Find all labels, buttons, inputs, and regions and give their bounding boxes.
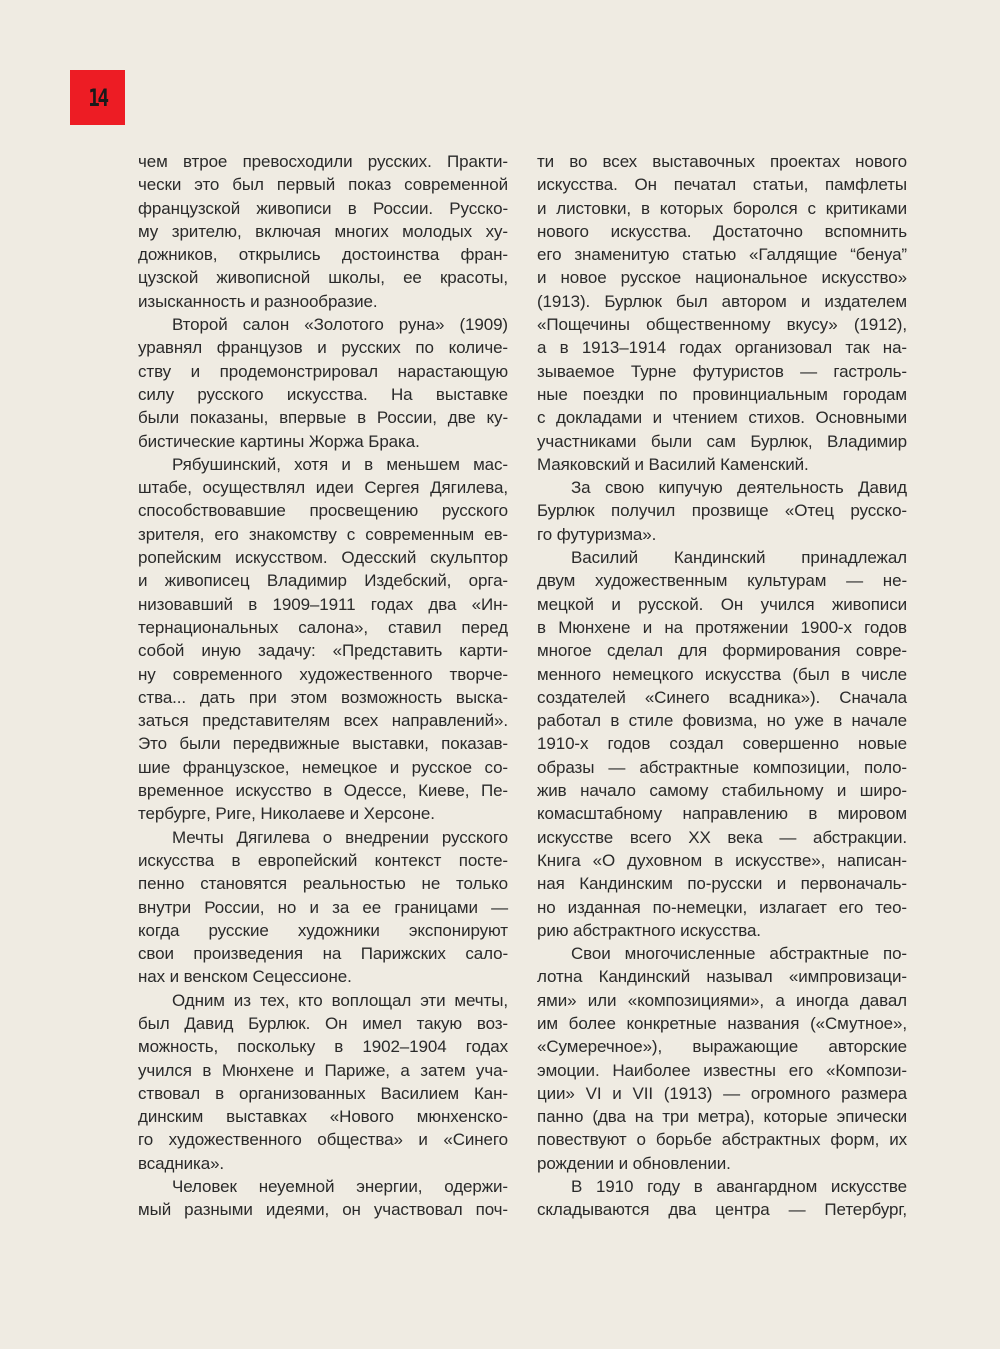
text-line: внутри России, но и за ее границами — xyxy=(138,897,508,917)
text-line: двум художественным культурам — не- xyxy=(537,571,907,591)
text-line: пенно становятся реальностью не только xyxy=(138,874,508,894)
paragraph xyxy=(138,150,508,313)
text-line: ная Кандинским по-русски и первоначаль- xyxy=(537,874,907,894)
text-line: складываются два центра — Петербург, xyxy=(537,1200,907,1220)
text-line: ства... дать при этом возможность выска- xyxy=(138,687,508,707)
text-line: рождении и обновлении. xyxy=(537,1153,731,1173)
text-line: им более конкретные названия («Смутное», xyxy=(537,1013,907,1033)
text-line: когда русские художники экспонируют xyxy=(138,920,508,940)
text-line: Свои многочисленные абстрактные по- xyxy=(571,944,907,964)
text-line: всадника». xyxy=(138,1153,225,1173)
text-line: ные поездки по провинциальным городам xyxy=(537,384,907,404)
text-line: изысканность и разнообразие. xyxy=(138,291,378,311)
text-line: Книга «О духовном в искусстве», написан- xyxy=(537,850,907,870)
text-line: его знаменитую статью «Галдящие “бенуа” xyxy=(537,245,907,265)
text-line: Человек неуемной энергии, одержи- xyxy=(172,1177,508,1197)
text-line: и живописец Владимир Издебский, орга- xyxy=(138,571,508,591)
text-line: мый разными идеями, он участвовал поч- xyxy=(138,1200,508,1220)
text-line: нах и венском Сецессионе. xyxy=(138,967,352,987)
text-line: зрителя, его знакомству с современным ев- xyxy=(138,524,508,544)
text-line: работал в стиле фовизма, но уже в начале xyxy=(537,711,907,731)
text-line: а в 1913–1914 годах организовал так на- xyxy=(537,338,907,358)
text-line: жив начало самому стабильному и широ- xyxy=(537,781,907,801)
text-line: «Пощечины общественному вкусу» (1912), xyxy=(537,315,907,335)
text-line: искусстве всего XX века — абстракции. xyxy=(537,827,907,847)
text-line: нового искусства. Достаточно вспомнить xyxy=(537,221,907,241)
text-line: ти во всех выставочных проектах нового xyxy=(537,152,907,171)
text-column-right xyxy=(537,150,907,1222)
paragraph xyxy=(537,1175,907,1222)
text-line: и новое русское национальное искусство» xyxy=(537,268,907,288)
paragraph xyxy=(138,989,508,1175)
text-line: бистические картины Жоржа Брака. xyxy=(138,431,420,451)
text-line: Мечты Дягилева о внедрении русского xyxy=(172,827,508,847)
text-line: (1913). Бурлюк был автором и издателем xyxy=(537,291,907,311)
text-line: зываемое Турне футуристов — гастроль- xyxy=(537,361,907,381)
text-line: ропейским искусством. Одесский скульптор xyxy=(138,548,508,568)
text-line: чем втрое превосходили русских. Практи- xyxy=(138,152,508,171)
text-line: рию абстрактного искусства. xyxy=(537,920,761,940)
text-line: свои произведения на Парижских сало- xyxy=(138,944,508,964)
text-line: Бурлюк получил прозвище «Отец русско- xyxy=(537,501,907,521)
text-line: повествуют о борьбе абстрактных форм, их xyxy=(537,1130,907,1150)
text-line: участниками были сам Бурлюк, Владимир xyxy=(537,431,907,451)
paragraph xyxy=(537,942,907,1175)
text-line: го художественного общества» и «Синего xyxy=(138,1130,508,1150)
paragraph xyxy=(138,313,508,453)
page-number-badge xyxy=(70,70,125,125)
paragraph xyxy=(138,453,508,826)
text-line: способствовавшие просвещению русского xyxy=(138,501,508,521)
page-number: 14 xyxy=(88,83,107,112)
text-line: комасштабному направлению в мировом xyxy=(537,804,907,824)
text-line: панно (два на три метра), которые эпически xyxy=(537,1107,907,1127)
text-line: временное искусство в Одессе, Киеве, Пе- xyxy=(138,781,508,801)
text-line: Второй салон «Золотого руна» (1909) xyxy=(172,315,508,335)
text-line: уравнял французов и русских по количе- xyxy=(138,338,508,358)
text-line: За свою кипучую деятельность Давид xyxy=(571,478,907,498)
text-line: создателей «Синего всадника»). Сначала xyxy=(537,687,907,707)
text-line: мецкой и русской. Он учился живописи xyxy=(537,594,907,614)
text-line: многое сделал для формирования совре- xyxy=(537,641,907,661)
paragraph xyxy=(138,826,508,989)
text-line: в Мюнхене и на протяжении 1900-х годов xyxy=(537,617,907,637)
text-line: ну современного художественного творче- xyxy=(138,664,508,684)
text-line: лотна Кандинский называл «импровизаци- xyxy=(537,967,907,987)
paragraph xyxy=(537,476,907,546)
text-line: му зрителю, включая многих молодых ху- xyxy=(138,221,508,241)
text-line: низовавший в 1909–1911 годах два «Ин- xyxy=(138,594,508,614)
text-line: с докладами и чтением стихов. Основными xyxy=(537,408,907,428)
text-line: тернациональных салона», ставил перед xyxy=(138,617,508,637)
text-line: «Сумеречное»), выражающие авторские xyxy=(537,1037,907,1057)
text-line: Рябушинский, хотя и в меньшем мас- xyxy=(172,454,508,474)
text-line: собой иную задачу: «Представить карти- xyxy=(138,641,508,661)
text-line: заться представителям всех направлений». xyxy=(138,711,508,731)
text-line: искусства. Он печатал статьи, памфлеты xyxy=(537,175,907,195)
text-line: французской живописи в России. Русско- xyxy=(138,198,508,218)
text-line: Это были передвижные выставки, показав- xyxy=(138,734,508,754)
text-line: ции» VI и VII (1913) — огромного размера xyxy=(537,1083,907,1103)
text-line: дожников, открылись достоинства фран- xyxy=(138,245,508,265)
text-line: Маяковский и Василий Каменский. xyxy=(537,454,809,474)
text-line: и листовки, в которых боролся с критиками xyxy=(537,198,907,218)
text-line: можность, поскольку в 1902–1904 годах xyxy=(138,1037,508,1057)
text-line: был Давид Бурлюк. Он имел такую воз- xyxy=(138,1013,508,1033)
paragraph xyxy=(537,546,907,942)
text-line: чески это был первый показ современной xyxy=(138,175,508,195)
text-line: цузской живописной школы, ее красоты, xyxy=(138,268,508,288)
text-line: 1910-х годов создал совершенно новые xyxy=(537,734,907,754)
text-line: эмоции. Наиболее известны его «Компози- xyxy=(537,1060,907,1080)
text-line: шие французское, немецкое и русское со- xyxy=(138,757,508,777)
text-line: Василий Кандинский принадлежал xyxy=(571,548,907,568)
text-line: В 1910 году в авангардном искусстве xyxy=(571,1177,907,1197)
text-line: были показаны, впервые в России, две ку- xyxy=(138,408,508,428)
text-line: образы — абстрактные композиции, поло- xyxy=(537,757,907,777)
text-line: менного немецкого искусства (был в числе xyxy=(537,664,907,684)
text-line: Одним из тех, кто воплощал эти мечты, xyxy=(172,990,508,1010)
paragraph xyxy=(138,1175,508,1222)
text-line: тербурге, Риге, Николаеве и Херсоне. xyxy=(138,804,435,824)
text-line: силу русского искусства. На выставке xyxy=(138,384,508,404)
text-line: штабе, осуществлял идеи Сергея Дягилева, xyxy=(138,478,508,498)
text-line: ствовал в организованных Василием Кан- xyxy=(138,1083,508,1103)
text-line: искусства в европейский контекст посте- xyxy=(138,850,508,870)
text-line: ями» или «композициями», а иногда давал xyxy=(537,990,907,1010)
text-line: го футуризма». xyxy=(537,524,657,544)
paragraph xyxy=(537,150,907,476)
text-column-left xyxy=(138,150,508,1222)
text-line: но изданная по-немецки, излагает его тео- xyxy=(537,897,907,917)
text-line: ству и продемонстрировал нарастающую xyxy=(138,361,508,381)
text-line: учился в Мюнхене и Париже, а затем уча- xyxy=(138,1060,508,1080)
text-line: динским выставках «Нового мюнхенско- xyxy=(138,1107,508,1127)
